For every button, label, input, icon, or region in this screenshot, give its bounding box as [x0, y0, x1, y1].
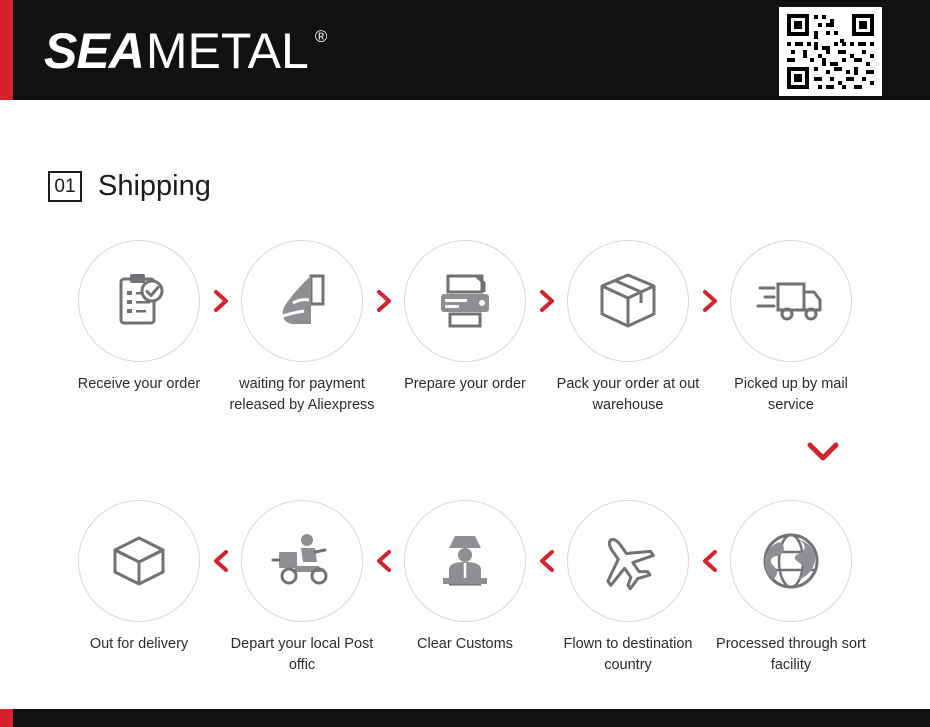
section-number-badge: 01 — [48, 171, 82, 202]
step-icon-circle — [730, 240, 852, 362]
flow-step-clear-customs — [399, 500, 532, 655]
step-icon-circle — [567, 500, 689, 622]
shipping-flow-row-1 — [0, 240, 930, 416]
step-caption: Picked up by mail service — [734, 376, 848, 414]
flow-step-flown-to-destination — [562, 500, 695, 676]
chevron-right-icon — [539, 290, 555, 312]
flow-arrow-left — [695, 500, 725, 622]
footer-red-accent — [0, 709, 13, 727]
chevron-down-icon — [806, 440, 840, 464]
step-icon-circle — [241, 240, 363, 362]
logo-metal-text: METAL — [145, 23, 309, 79]
step-caption: Prepare your order — [404, 376, 526, 392]
delivery-truck-icon — [756, 270, 826, 332]
flow-arrow-right — [532, 240, 562, 362]
chevron-right-icon — [702, 290, 718, 312]
package-box-icon — [596, 270, 660, 332]
step-caption: Depart your local Post offic — [230, 636, 374, 674]
chevron-left-icon — [213, 550, 229, 572]
registered-trademark-icon: ® — [314, 27, 328, 46]
globe-icon — [759, 530, 823, 592]
chevron-right-icon — [213, 290, 229, 312]
step-icon-circle — [241, 500, 363, 622]
step-icon-circle — [78, 240, 200, 362]
flow-step-out-for-delivery — [73, 500, 206, 655]
airplane-icon — [596, 530, 660, 592]
flow-step-sort-facility — [716, 500, 866, 676]
step-icon-circle — [404, 500, 526, 622]
hand-payment-icon — [271, 270, 333, 332]
customs-officer-icon — [433, 530, 497, 592]
flow-arrow-left — [532, 500, 562, 622]
page-header — [0, 0, 930, 100]
logo-sea-text: SEA — [44, 23, 144, 79]
step-caption: Pack your order at out warehouse — [556, 376, 700, 414]
step-caption: Receive your order — [77, 376, 201, 392]
brand-logo — [44, 23, 328, 79]
step-icon-circle — [730, 500, 852, 622]
step-caption: Clear Customs — [417, 636, 513, 652]
flow-arrow-right — [369, 240, 399, 362]
page-footer-bar — [0, 709, 930, 727]
step-icon-circle — [78, 500, 200, 622]
header-red-accent — [0, 0, 13, 100]
clipboard-check-icon — [108, 270, 170, 332]
flow-step-pack-order — [556, 240, 700, 416]
flow-arrow-down — [806, 440, 840, 474]
open-box-icon — [107, 530, 171, 592]
flow-arrow-left — [206, 500, 236, 622]
flow-step-depart-post-office — [230, 500, 374, 676]
chevron-left-icon — [376, 550, 392, 572]
flow-step-picked-up — [725, 240, 858, 416]
qr-code-icon — [779, 7, 882, 96]
flow-step-receive-order — [73, 240, 206, 395]
shipping-flow-row-2 — [0, 500, 930, 676]
step-caption: waiting for payment released by Aliexpress — [229, 376, 375, 414]
flow-step-waiting-payment — [229, 240, 375, 416]
step-caption: Flown to destination country — [563, 636, 693, 674]
step-icon-circle — [567, 240, 689, 362]
section-title — [48, 170, 211, 203]
step-caption: Out for delivery — [89, 636, 189, 652]
flow-arrow-right — [695, 240, 725, 362]
section-title-label: Shipping — [98, 170, 211, 202]
printer-icon — [432, 270, 498, 332]
chevron-left-icon — [702, 550, 718, 572]
flow-arrow-right — [206, 240, 236, 362]
flow-step-prepare-order — [399, 240, 532, 395]
scooter-courier-icon — [267, 530, 337, 592]
step-icon-circle — [404, 240, 526, 362]
flow-arrow-left — [369, 500, 399, 622]
step-caption: Processed through sort facility — [716, 636, 866, 674]
chevron-left-icon — [539, 550, 555, 572]
chevron-right-icon — [376, 290, 392, 312]
